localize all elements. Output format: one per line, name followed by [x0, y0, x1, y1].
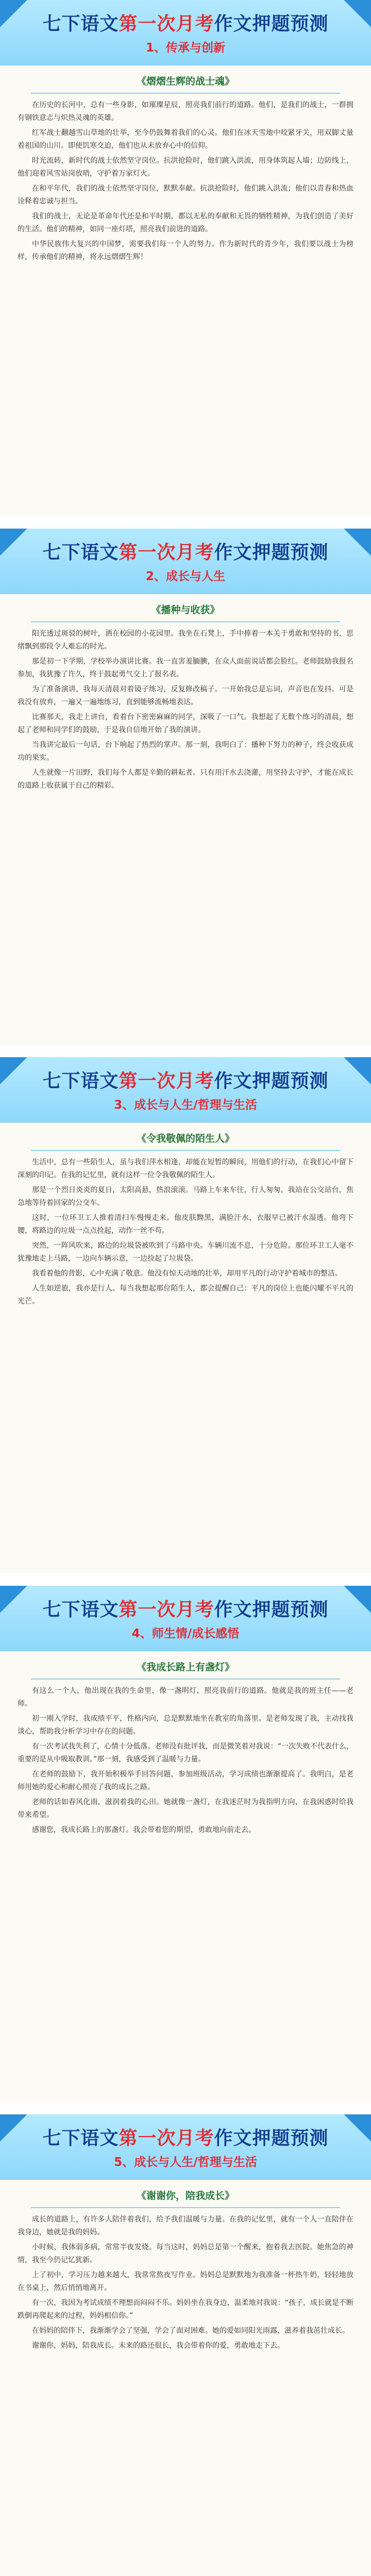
paragraph: 比赛那天，我走上讲台，看着台下密密麻麻的同学，深吸了一口气。我想起了无数个练习的清晨，想起了老师和同学们的鼓励，于是我自信地开始了我的演讲。 [18, 713, 353, 734]
paragraph: 人生如逆旅，我亦是行人。每当我想起那位陌生人，都会提醒自己：平凡的岗位上也能闪耀不平凡的光芒。 [18, 1284, 353, 1306]
essay-card-2 [0, 529, 371, 1045]
paragraph: 成长的道路上，有许多人陪伴着我们，给予我们温暖与力量。在我的记忆里，就有一个人一直陪伴在我身边，她就是我的妈妈。 [18, 2215, 353, 2236]
paragraph: 有一次考试我失利了，心情十分低落。老师没有批评我，而是微笑着对我说：“一次失败不代表什么，重要的是从中吸取教训。”那一刻，我感受到了温暖与力量。 [18, 1742, 353, 1764]
essay-title: 《我成长路上有盏灯》 [136, 1662, 234, 1673]
paragraph: 阳光透过斑驳的树叶，洒在校园的小花园里。我坐在石凳上，手中捧着一本关于勇敢和坚持的书，思绪飘到那段令人难忘的时光。 [18, 630, 353, 651]
paragraph: 突然，一阵风吹来，路边的垃圾袋被吹到了马路中央。车辆川流不息，十分危险。那位环卫工人毫不犹豫地走上马路，一边向车辆示意，一边捡起了垃圾袋。 [18, 1242, 353, 1263]
card-header [0, 1586, 371, 1651]
essay-body [0, 1151, 371, 1308]
essay-title: 《熠熠生辉的战士魂》 [136, 76, 234, 87]
paragraph: 在老师的鼓励下，我开始积极举手回答问题，参加班级活动，学习成绩也渐渐提高了。我明白，是老师用她的爱心和耐心照亮了我的成长之路。 [18, 1770, 353, 1791]
title-suffix: 作文押题预测 [214, 542, 329, 563]
page-title [0, 2124, 371, 2150]
paragraph: 在历史的长河中，总有一些身影，如璀璨星辰，照亮我们前行的道路。他们，是我们的战士，一群拥有钢铁意志与炽热灵魂的英雄。 [18, 101, 353, 122]
section-subtitle: 4、师生情/成长感悟 [131, 1627, 240, 1640]
essay-card-4 [0, 1586, 371, 2102]
paragraph: 人生就像一片田野，我们每个人都是辛勤的耕耘者。只有用汗水去浇灌，用坚持去守护，才能在成长的道路上收获属于自己的精彩。 [18, 769, 353, 790]
title-suffix: 作文押题预测 [214, 1599, 329, 1620]
essay-card-5 [0, 2114, 371, 2576]
card-header [0, 1057, 371, 1123]
paragraph: 初一刚入学时，我成绩平平，性格内向，总是默默地坐在教室的角落里。是老师发现了我，主动找我谈心，帮助我分析学习中存在的问题。 [18, 1715, 353, 1736]
paragraph: 我们的战士，无论是革命年代还是和平时期，都以无私的奉献和无畏的牺牲精神，为我们创造了美好的生活。他们的精神，如同一座灯塔，照亮我们前进的道路。 [18, 212, 353, 233]
card-header [0, 2114, 371, 2180]
section-subtitle: 5、成长与人生/哲理与生活 [114, 2156, 257, 2169]
paragraph: 那是初一下学期，学校举办演讲比赛。我一直害羞腼腆，在众人面前说话都会脸红。老师鼓励我报名参加，我犹豫了许久，终于鼓起勇气交上了报名表。 [18, 657, 353, 679]
title-highlight: 第一次月考 [119, 13, 214, 35]
essay-body [0, 94, 371, 264]
title-suffix: 作文押题预测 [214, 1071, 329, 1092]
paragraph: 当我讲完最后一句话，台下响起了热烈的掌声。那一刻，我明白了：播种下努力的种子，终会收获成功的果实。 [18, 741, 353, 762]
title-prefix: 七下语文 [42, 542, 119, 563]
paragraph: 在和平年代，我们的战士依然坚守岗位，默默奉献。抗洪抢险时，他们跳入洪流；他们以青春和热血诠释着忠诚与担当。 [18, 184, 353, 206]
card-header [0, 0, 371, 65]
page-title [0, 538, 371, 564]
paragraph: 时光流转，新时代的战士依然坚守岗位。抗洪抢险时，他们跳入洪流，用身体筑起人墙；边防线上，他们迎着风雪站岗放哨，守护着万家灯火。 [18, 157, 353, 178]
paragraph: 小时候，我体弱多病，常常半夜发烧。每当这时，妈妈总是第一个醒来，抱着我去医院。她焦急的神情，我至今仍记忆犹新。 [18, 2243, 353, 2264]
paragraph: 谢谢你，妈妈，陪我成长。未来的路还很长，我会带着你的爱，勇敢地走下去。 [32, 2342, 284, 2350]
title-highlight: 第一次月考 [119, 542, 214, 563]
paragraph: 在妈妈的陪伴下，我渐渐学会了坚强，学会了面对困难。她的爱如同阳光雨露，滋养着我茁壮成长。 [32, 2327, 349, 2335]
page-title [0, 9, 371, 36]
title-highlight: 第一次月考 [119, 1599, 214, 1620]
section-subtitle: 1、传承与创新 [145, 41, 225, 55]
paragraph: 有一次，我因为考试成绩不理想而闷闷不乐。妈妈坐在我身边，温柔地对我说：“孩子，成长就是不断跌倒再爬起来的过程，妈妈相信你。” [18, 2299, 353, 2320]
paragraph: 红军战士翻越雪山草地的壮举，至今仍鼓舞着我们的心灵。他们在冰天雪地中咬紧牙关，用双脚丈量着祖国的山川。即使饥寒交迫，他们也从未放弃心中的信仰。 [18, 129, 353, 150]
paragraph: 我看着他的背影，心中充满了敬意。他没有惊天动地的壮举，却用平凡的行动守护着城市的整洁。 [32, 1269, 342, 1278]
essay-body [0, 1680, 371, 1837]
title-suffix: 作文押题预测 [214, 13, 329, 35]
paragraph: 上了初中，学习压力越来越大，我常常熬夜写作业。妈妈总是默默地为我准备一杯热牛奶，轻轻地放在书桌上，然后悄悄地离开。 [18, 2271, 353, 2292]
title-highlight: 第一次月考 [119, 1071, 214, 1092]
paragraph: 感谢您，我成长路上的那盏灯。我会带着您的期望，勇敢地向前走去。 [32, 1826, 256, 1834]
page-title [0, 1595, 371, 1621]
card-header [0, 529, 371, 594]
paragraph: 这时，一位环卫工人推着清扫车慢慢走来。他皮肤黝黑，满脸汗水，衣服早已被汗水湿透。他弯下腰，将路边的垃圾一点点捡起，动作一丝不苟。 [18, 1214, 353, 1235]
essay-card-1 [0, 0, 371, 516]
essay-title: 《令我敬佩的陌生人》 [136, 1133, 234, 1144]
essay-title: 《谢谢你，陪我成长》 [136, 2190, 234, 2201]
section-subtitle: 3、成长与人生/哲理与生活 [114, 1098, 257, 1112]
paragraph: 有这么一个人，他出现在我的生命里，像一盏明灯，照亮我前行的道路。他就是我的班主任——老师。 [18, 1687, 353, 1708]
page-title [0, 1066, 371, 1093]
essay-title: 《播种与收获》 [151, 604, 220, 616]
paragraph: 中华民族伟大复兴的中国梦，需要我们每一个人的努力。作为新时代的青少年，我们要以战士为榜样，传承他们的精神，将永远熠熠生辉！ [18, 240, 353, 261]
paragraph: 为了准备演讲，我每天清晨对着镜子练习，反复修改稿子。一开始我总是忘词，声音也在发抖。可是我没有放弃，一遍又一遍地练习，直到能够流畅地表达。 [18, 685, 353, 706]
essay-body [0, 2208, 371, 2352]
paragraph: 老师的话如春风化雨，滋润着我的心田。她就像一盏灯，在我迷茫时为我指明方向，在我困惑时给我带来希望。 [18, 1798, 353, 1819]
title-prefix: 七下语文 [42, 1599, 119, 1620]
essay-body [0, 622, 371, 792]
title-prefix: 七下语文 [42, 1071, 119, 1092]
essay-card-3 [0, 1057, 371, 1573]
title-prefix: 七下语文 [42, 13, 119, 35]
section-subtitle: 2、成长与人生 [145, 570, 225, 583]
title-prefix: 七下语文 [42, 2128, 119, 2149]
paragraph: 那是一个烈日炎炎的夏日，太阳高悬，热浪滚滚。马路上车来车往，行人匆匆。我站在公交站台，焦急地等待着回家的公交车。 [18, 1186, 353, 1207]
paragraph: 生活中，总有一些陌生人，虽与我们萍水相逢，却能在短暂的瞬间，用他们的行动，在我们心中留下深刻的印记。在我的记忆里，就有这样一位令我敬佩的陌生人。 [18, 1158, 353, 1179]
title-suffix: 作文押题预测 [214, 2128, 329, 2149]
title-highlight: 第一次月考 [119, 2128, 214, 2149]
